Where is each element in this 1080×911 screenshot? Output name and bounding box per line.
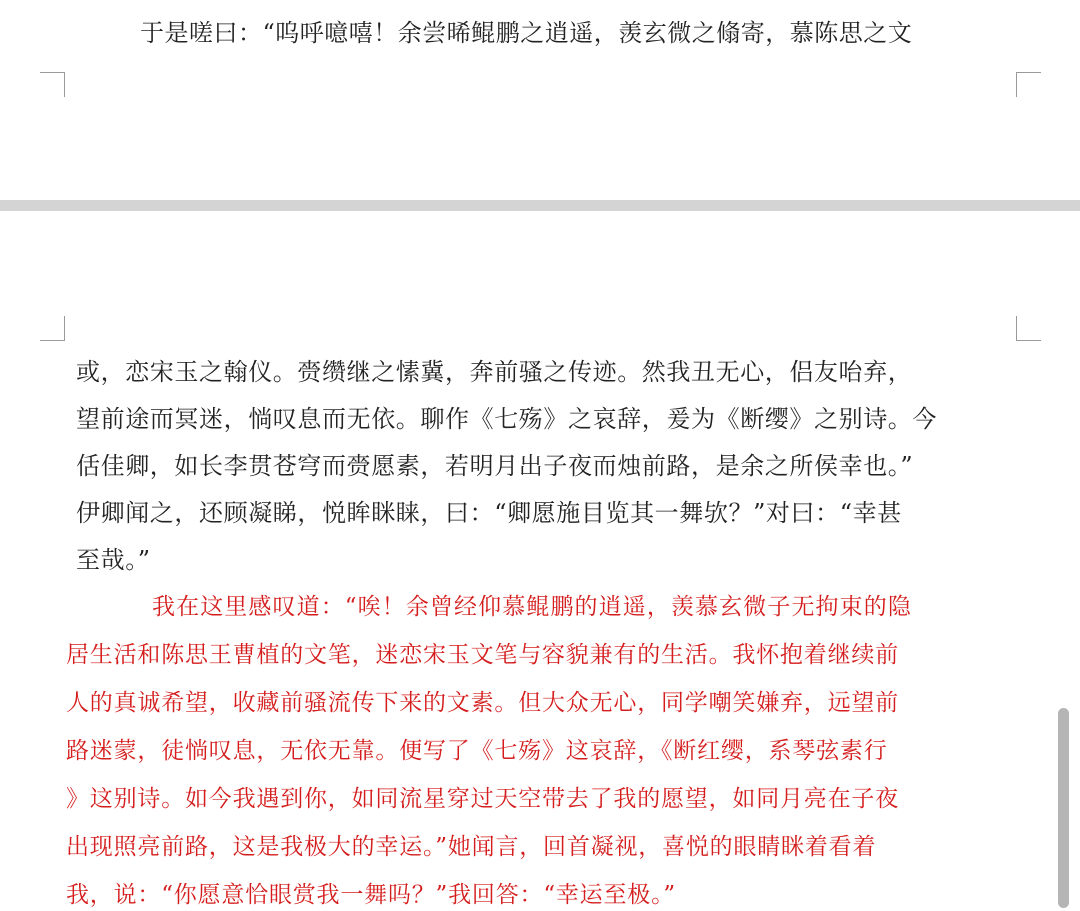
- translation-line-text: 出现照亮前路，这是我极大的幸运。”她闻言，回首凝视，喜悦的眼睛眯着看着: [66, 834, 877, 860]
- original-line: [76, 356, 912, 388]
- page-separator: [0, 200, 1080, 211]
- translation-line: [66, 735, 888, 767]
- margin-corner-bottom-right: [1016, 316, 1041, 341]
- translation-line-text: 路迷蒙，徒惝叹息，无依无靠。便写了《七殇》这哀辞，《断红缨，系琴弦素行: [66, 738, 888, 764]
- original-line: [76, 544, 151, 576]
- page-1-line-text: 于是嗟曰：“呜呼噫嘻！余尝晞鲲鹏之逍遥，羡玄微之翛寄，慕陈思之文: [140, 19, 913, 47]
- translation-line: [66, 831, 876, 863]
- original-line-text: 佸佳卿，如长李贯苍穹而赍愿素，若明月出子夜而烛前路，是余之所侯幸也。”: [76, 452, 914, 480]
- vertical-scrollbar-thumb[interactable]: [1058, 708, 1069, 908]
- translation-line-text: 》这别诗。如今我遇到你，如同流星穿过天空带去了我的愿望，如同月亮在子夜: [66, 786, 899, 812]
- translation-line: [66, 687, 899, 719]
- translation-line: [66, 639, 899, 671]
- translation-line-text: 人的真诚希望，收藏前骚流传下来的文素。但大众无心，同学嘲笑嫌弃，远望前: [66, 690, 899, 716]
- translation-line-text: 我，说：“你愿意恰眼赏我一舞吗？”我回答：“幸运至极。”: [66, 882, 676, 908]
- margin-corner-top-right: [1016, 72, 1041, 97]
- page-1: [0, 0, 1080, 200]
- original-line: [76, 403, 937, 435]
- margin-corner-bottom-left: [40, 316, 65, 341]
- original-line-text: 至哉。”: [76, 546, 151, 574]
- translation-line: [66, 783, 899, 815]
- translation-line: [66, 879, 676, 911]
- translation-line: [152, 591, 912, 623]
- original-line-text: 望前途而冥迷，惝叹息而无依。聊作《七殇》之哀辞，爰为《断缨》之别诗。今: [76, 405, 937, 433]
- original-line-text: 伊卿闻之，还顾凝睇，悦眸眯睐，曰：“卿愿施目览其一舞欤？”对曰：“幸甚: [76, 499, 902, 527]
- original-line: [76, 450, 913, 482]
- original-line: [76, 497, 902, 529]
- page-1-text-line: [140, 17, 912, 49]
- translation-line-text: 我在这里感叹道：“唉！余曾经仰慕鲲鹏的逍遥，羡慕玄微子无拘束的隐: [152, 594, 912, 620]
- original-line-text: 或，恋宋玉之翰仪。赍缵继之愫冀，奔前骚之传迹。然我丑无心，侣友咍弃，: [76, 358, 913, 386]
- translation-line-text: 居生活和陈思王曹植的文笔，迷恋宋玉文笔与容貌兼有的生活。我怀抱着继续前: [66, 642, 899, 668]
- page-2: [0, 211, 1080, 908]
- margin-corner-top-left: [40, 72, 65, 97]
